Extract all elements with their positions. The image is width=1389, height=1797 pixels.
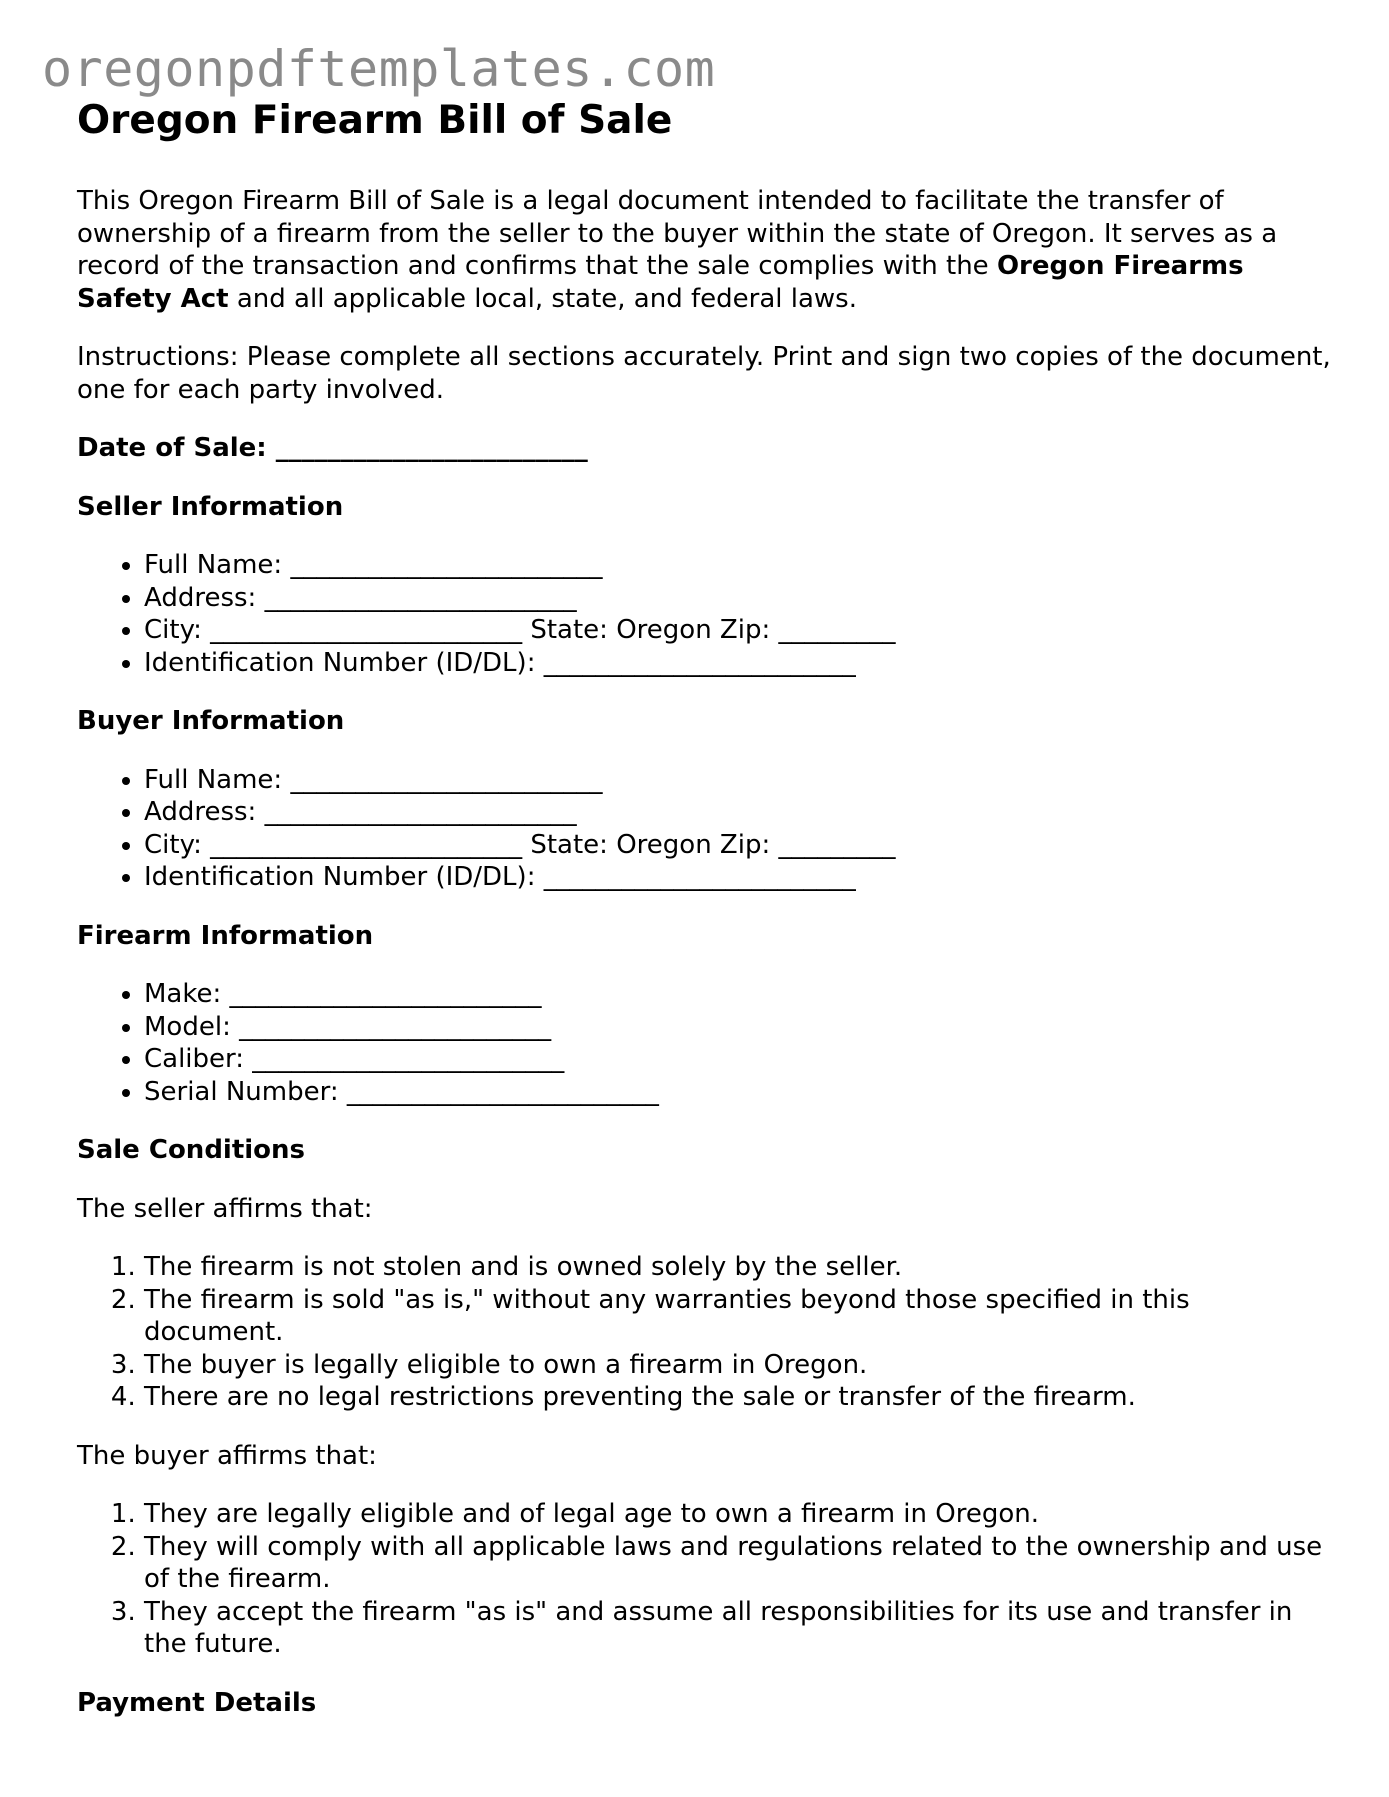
intro-paragraph (77, 185, 1332, 315)
buyer-affirmation: 1. They are legally eligible and of legal age to own a firearm in Oregon. (144, 1498, 1332, 1531)
watermark: oregonpdftemplates.com (42, 40, 716, 98)
buyer-list (77, 764, 1332, 894)
seller-address-field: • Address: ________________________ (144, 582, 1332, 615)
intro-text-before: This Oregon Firearm Bill of Sale is a legal document intended to facilitate the transfer of ownership of a firearm from the seller to the buyer within the state of Oregon. It serves as a record of the transaction and confirms that the sale complies with the (77, 186, 1278, 281)
firearm-model-field: • Model: ________________________ (144, 1011, 1332, 1044)
sale-conditions-heading: Sale Conditions (77, 1135, 306, 1165)
firearm-caliber-field: • Caliber: ________________________ (144, 1043, 1332, 1076)
buyer-address-field: • Address: ________________________ (144, 796, 1332, 829)
buyer-full-name-field: • Full Name: ________________________ (144, 764, 1332, 797)
buyer-id-number-field: • Identification Number (ID/DL): ________________________ (144, 861, 1332, 894)
seller-affirms-intro: The seller affirms that: (77, 1193, 373, 1224)
seller-full-name-field: • Full Name: ________________________ (144, 549, 1332, 582)
firearm-serial-number-field: • Serial Number: ________________________ (144, 1076, 1332, 1109)
seller-heading: Seller Information (77, 491, 344, 522)
intro-act-name: Oregon Firearms Safety Act (77, 251, 1244, 314)
seller-id-number-field: • Identification Number (ID/DL): ________________________ (144, 647, 1332, 680)
document-title: Oregon Firearm Bill of Sale (77, 98, 673, 143)
intro-text-after: and all applicable local, state, and federal laws. (228, 283, 857, 314)
seller-affirmations-list (77, 1251, 1332, 1414)
date-of-sale-field: Date of Sale: ________________________ (77, 433, 588, 463)
seller-affirmation: 1. The firearm is not stolen and is owned solely by the seller. (144, 1251, 1332, 1284)
buyer-affirmation: 2. They will comply with all applicable laws and regulations related to the ownership and use of the firearm. (144, 1531, 1332, 1596)
seller-affirmation: 3. The buyer is legally eligible to own a firearm in Oregon. (144, 1349, 1332, 1382)
seller-list (77, 549, 1332, 679)
buyer-affirms-intro: The buyer affirms that: (77, 1440, 377, 1471)
buyer-heading: Buyer Information (77, 706, 345, 736)
firearm-make-field: • Make: ________________________ (144, 978, 1332, 1011)
firearm-list (77, 978, 1332, 1108)
seller-affirmation: 2. The firearm is sold "as is," without any warranties beyond those specified in this document. (144, 1284, 1332, 1349)
document-body (77, 93, 1332, 1719)
buyer-affirmation: 3. They accept the firearm "as is" and assume all responsibilities for its use and transfer in the future. (144, 1596, 1332, 1661)
instructions-paragraph: Instructions: Please complete all sections accurately. Print and sign two copies of the document, one for each party involved. (77, 342, 1331, 405)
buyer-city-state-zip-field: • City: ________________________ State: Oregon Zip: _________ (144, 829, 1332, 862)
payment-details-heading: Payment Details (77, 1687, 317, 1718)
seller-city-state-zip-field: • City: ________________________ State: Oregon Zip: _________ (144, 614, 1332, 647)
firearm-heading: Firearm Information (77, 920, 374, 951)
buyer-affirmations-list (77, 1498, 1332, 1661)
seller-affirmation: 4. There are no legal restrictions preventing the sale or transfer of the firearm. (144, 1381, 1332, 1414)
